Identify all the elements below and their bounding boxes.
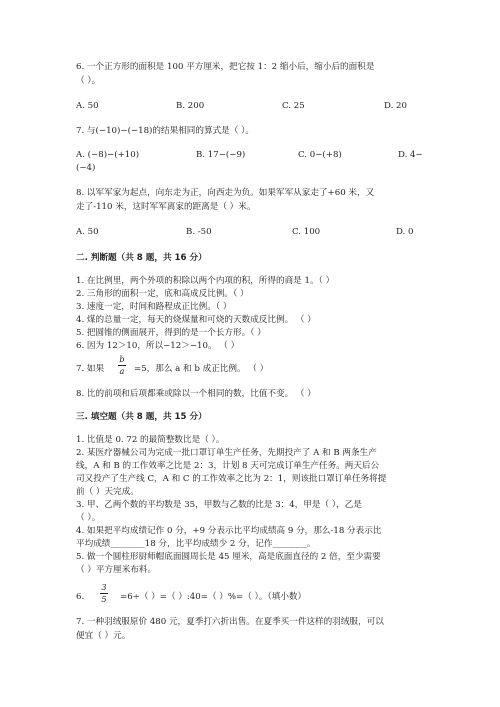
q8-option-d: D. 0 [396, 227, 414, 237]
judge-item-7-prefix: 7. 如果 [76, 364, 105, 374]
q7-option-a: A. (−8)−(+10) [76, 150, 140, 160]
question-8-line-1: 8. 以军军家为起点，向东走为正，向西走为负。如果军军从家走了+60 米，又 [76, 188, 375, 198]
q7-option-c: C. 0−(+8) [298, 150, 342, 160]
q8-option-a: A. 50 [76, 227, 99, 237]
question-8-line-2: 走了-110 米，这时军军离家的距离是（ ）米。 [76, 202, 256, 212]
fill-item-7-line-1: 7. 一种羽绒服原价 480 元，夏季打六折出售。在夏季买一件这样的羽绒服，可以 [76, 617, 384, 627]
q7-option-b: B. 17−(−9) [196, 150, 246, 160]
fill-line-4: 司又投产了生产线 C，A 和 C 的工作效率之比为 2：1，则该批口罩订单任务将提 [76, 474, 387, 484]
q6-option-a: A. 50 [76, 101, 99, 111]
fill-line-8: 4. 如果把平均成绩记作 0 分，+9 分表示比平均成绩高 9 分，那么-18 分表示比 [76, 526, 382, 536]
fraction-denominator: 5 [101, 593, 107, 604]
fill-line-3: 线，A 和 B 的工作效率之比是 2：3，计划 8 天可完成订单生产任务。两天后公 [76, 461, 380, 471]
judge-item-1: 1. 在比例里，两个外项的积除以两个内项的积，所得的商是 1。（ ） [76, 276, 335, 286]
q6-option-b: B. 200 [176, 101, 205, 111]
fraction-numerator: b [119, 354, 125, 364]
fill-item-6-fraction [100, 583, 108, 603]
fill-line-6: 3. 甲、乙两个数的平均数是 35，甲数与乙数的比是 3：4，甲是（ ），乙是 [76, 500, 362, 510]
fill-line-5: 前（ ）天完成。 [76, 487, 139, 497]
judge-item-6: 6. 因为 12＞10，所以−12＞−10。 （ ） [76, 341, 240, 351]
judge-item-5: 5. 把圆锥的侧面展开，得到的是一个长方形。（ ） [76, 328, 266, 338]
fill-line-1: 1. 比值是 0. 72 的最简整数比是（ ）。 [76, 435, 225, 445]
judge-item-3: 3. 速度一定，时间和路程成正比例。（ ） [76, 302, 232, 312]
q7-option-d-continued: (−4) [76, 163, 96, 173]
fill-item-6-suffix: =6÷（ ）=（ ）:40=（ ）%=（ ）。（填小数） [120, 592, 307, 602]
fill-line-7: （ ）。 [76, 513, 101, 523]
q7-option-d: D. 4− [398, 150, 423, 160]
judge-item-2: 2. 三角形的面积一定，底和高成反比例。（ ） [76, 289, 249, 299]
fraction-denominator: a [119, 365, 125, 376]
q8-option-b: B. -50 [186, 227, 212, 237]
fill-line-2: 2. 某医疗器械公司为完成一批口罩订单生产任务，先期投产了 A 和 B 两条生产 [76, 448, 377, 458]
judge-item-4: 4. 煤的总量一定，每天的烧煤量和可烧的天数成反比例。 （ ） [76, 315, 316, 325]
judge-item-7-fraction [118, 355, 126, 375]
fill-line-9: 平均成绩________18 分，比平均成绩少 2 分，记作________。 [76, 539, 316, 549]
fill-line-10: 5. 做一个圆柱形厨师帽底面圆周长是 45 厘米，高是底面直径的 2 倍，至少需要 [76, 552, 381, 562]
question-6-line-1: 6. 一个正方形的面积是 100 平方厘米，把它按 1：2 缩小后，缩小后的面积是 [76, 62, 375, 72]
fill-line-11: （ ）平方厘米布料。 [76, 565, 157, 575]
q6-option-c: C. 25 [282, 101, 305, 111]
judge-item-8: 8. 比的前项和后项都乘或除以一个相同的数，比值不变。 （ ） [76, 389, 316, 399]
question-7-line-1: 7. 与(−10)−(−18)的结果相同的算式是（ ）。 [76, 126, 254, 136]
q8-option-c: C. 100 [292, 227, 321, 237]
q6-option-d: D. 20 [384, 101, 407, 111]
question-6-line-2: （ ）。 [76, 76, 101, 86]
section-fill-title: 三. 填空题（共 8 题，共 15 分） [76, 412, 207, 422]
section-judge-title: 二. 判断题（共 8 题，共 16 分） [76, 253, 207, 263]
fraction-numerator: 3 [101, 582, 107, 592]
judge-item-7-suffix: =5，那么 a 和 b 成正比例。 （ ） [134, 364, 269, 374]
fill-item-7-line-2: 便宜（ ）元。 [76, 631, 131, 641]
fill-item-6-prefix: 6. [76, 592, 85, 602]
